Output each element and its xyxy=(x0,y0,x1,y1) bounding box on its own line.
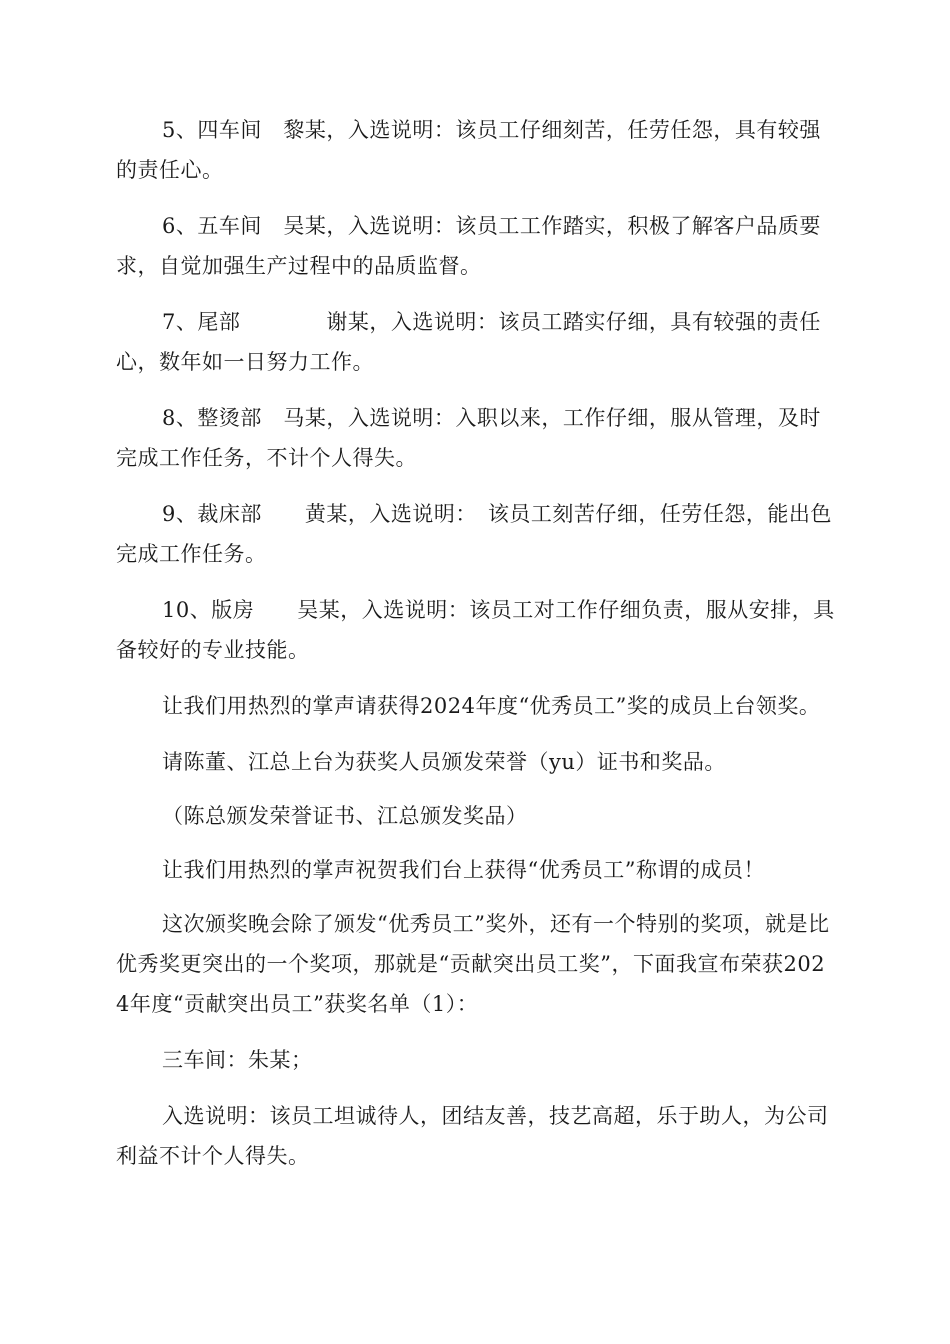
paragraph-congratulate: 让我们用热烈的掌声祝贺我们台上获得“优秀员工”称谓的成员！ xyxy=(162,858,765,882)
paragraph-award-item-9: 9、裁床部 黄某，入选说明： 该员工刻苦仔细，任劳任怨，能出色完成工作任务。 xyxy=(116,502,832,566)
paragraph-invite-winners: 让我们用热烈的掌声请获得2024年度“优秀员工”奖的成员上台领奖。 xyxy=(162,694,821,718)
paragraph-award-item-6: 6、五车间 吴某，入选说明：该员工工作踏实，积极了解客户品质要求，自觉加强生产过程中的品质监督。 xyxy=(116,214,821,278)
document-body xyxy=(116,110,836,1192)
paragraph-special-award-intro: 这次颁奖晚会除了颁发“优秀员工”奖外，还有一个特别的奖项，就是比优秀奖更突出的一个奖项，那就是“贡献突出员工奖”，下面我宣布荣获2024年度“贡献突出员工”获奖名单（1）： xyxy=(116,912,830,1016)
paragraph-award-item-7: 7、尾部 谢某，入选说明：该员工踏实仔细，具有较强的责任心，数年如一日努力工作。 xyxy=(116,310,821,374)
paragraph-award-item-10: 10、版房 吴某，入选说明：该员工对工作仔细负责，服从安排，具备较好的专业技能。 xyxy=(116,598,835,662)
paragraph-award-item-5: 5、四车间 黎某，入选说明：该员工仔细刻苦，任劳任怨，具有较强的责任心。 xyxy=(116,118,821,182)
paragraph-invite-presenters: 请陈董、江总上台为获奖人员颁发荣誉（yu）证书和奖品。 xyxy=(162,750,726,774)
paragraph-stage-note: （陈总颁发荣誉证书、江总颁发奖品） xyxy=(162,804,528,828)
paragraph-special-award-reason: 入选说明：该员工坦诚待人，团结友善，技艺高超，乐于助人，为公司利益不计个人得失。 xyxy=(116,1104,829,1168)
paragraph-award-item-8: 8、整烫部 马某，入选说明：入职以来，工作仔细，服从管理，及时完成工作任务，不计个人得失。 xyxy=(116,406,821,470)
paragraph-special-award-winner: 三车间：朱某； xyxy=(162,1048,313,1072)
